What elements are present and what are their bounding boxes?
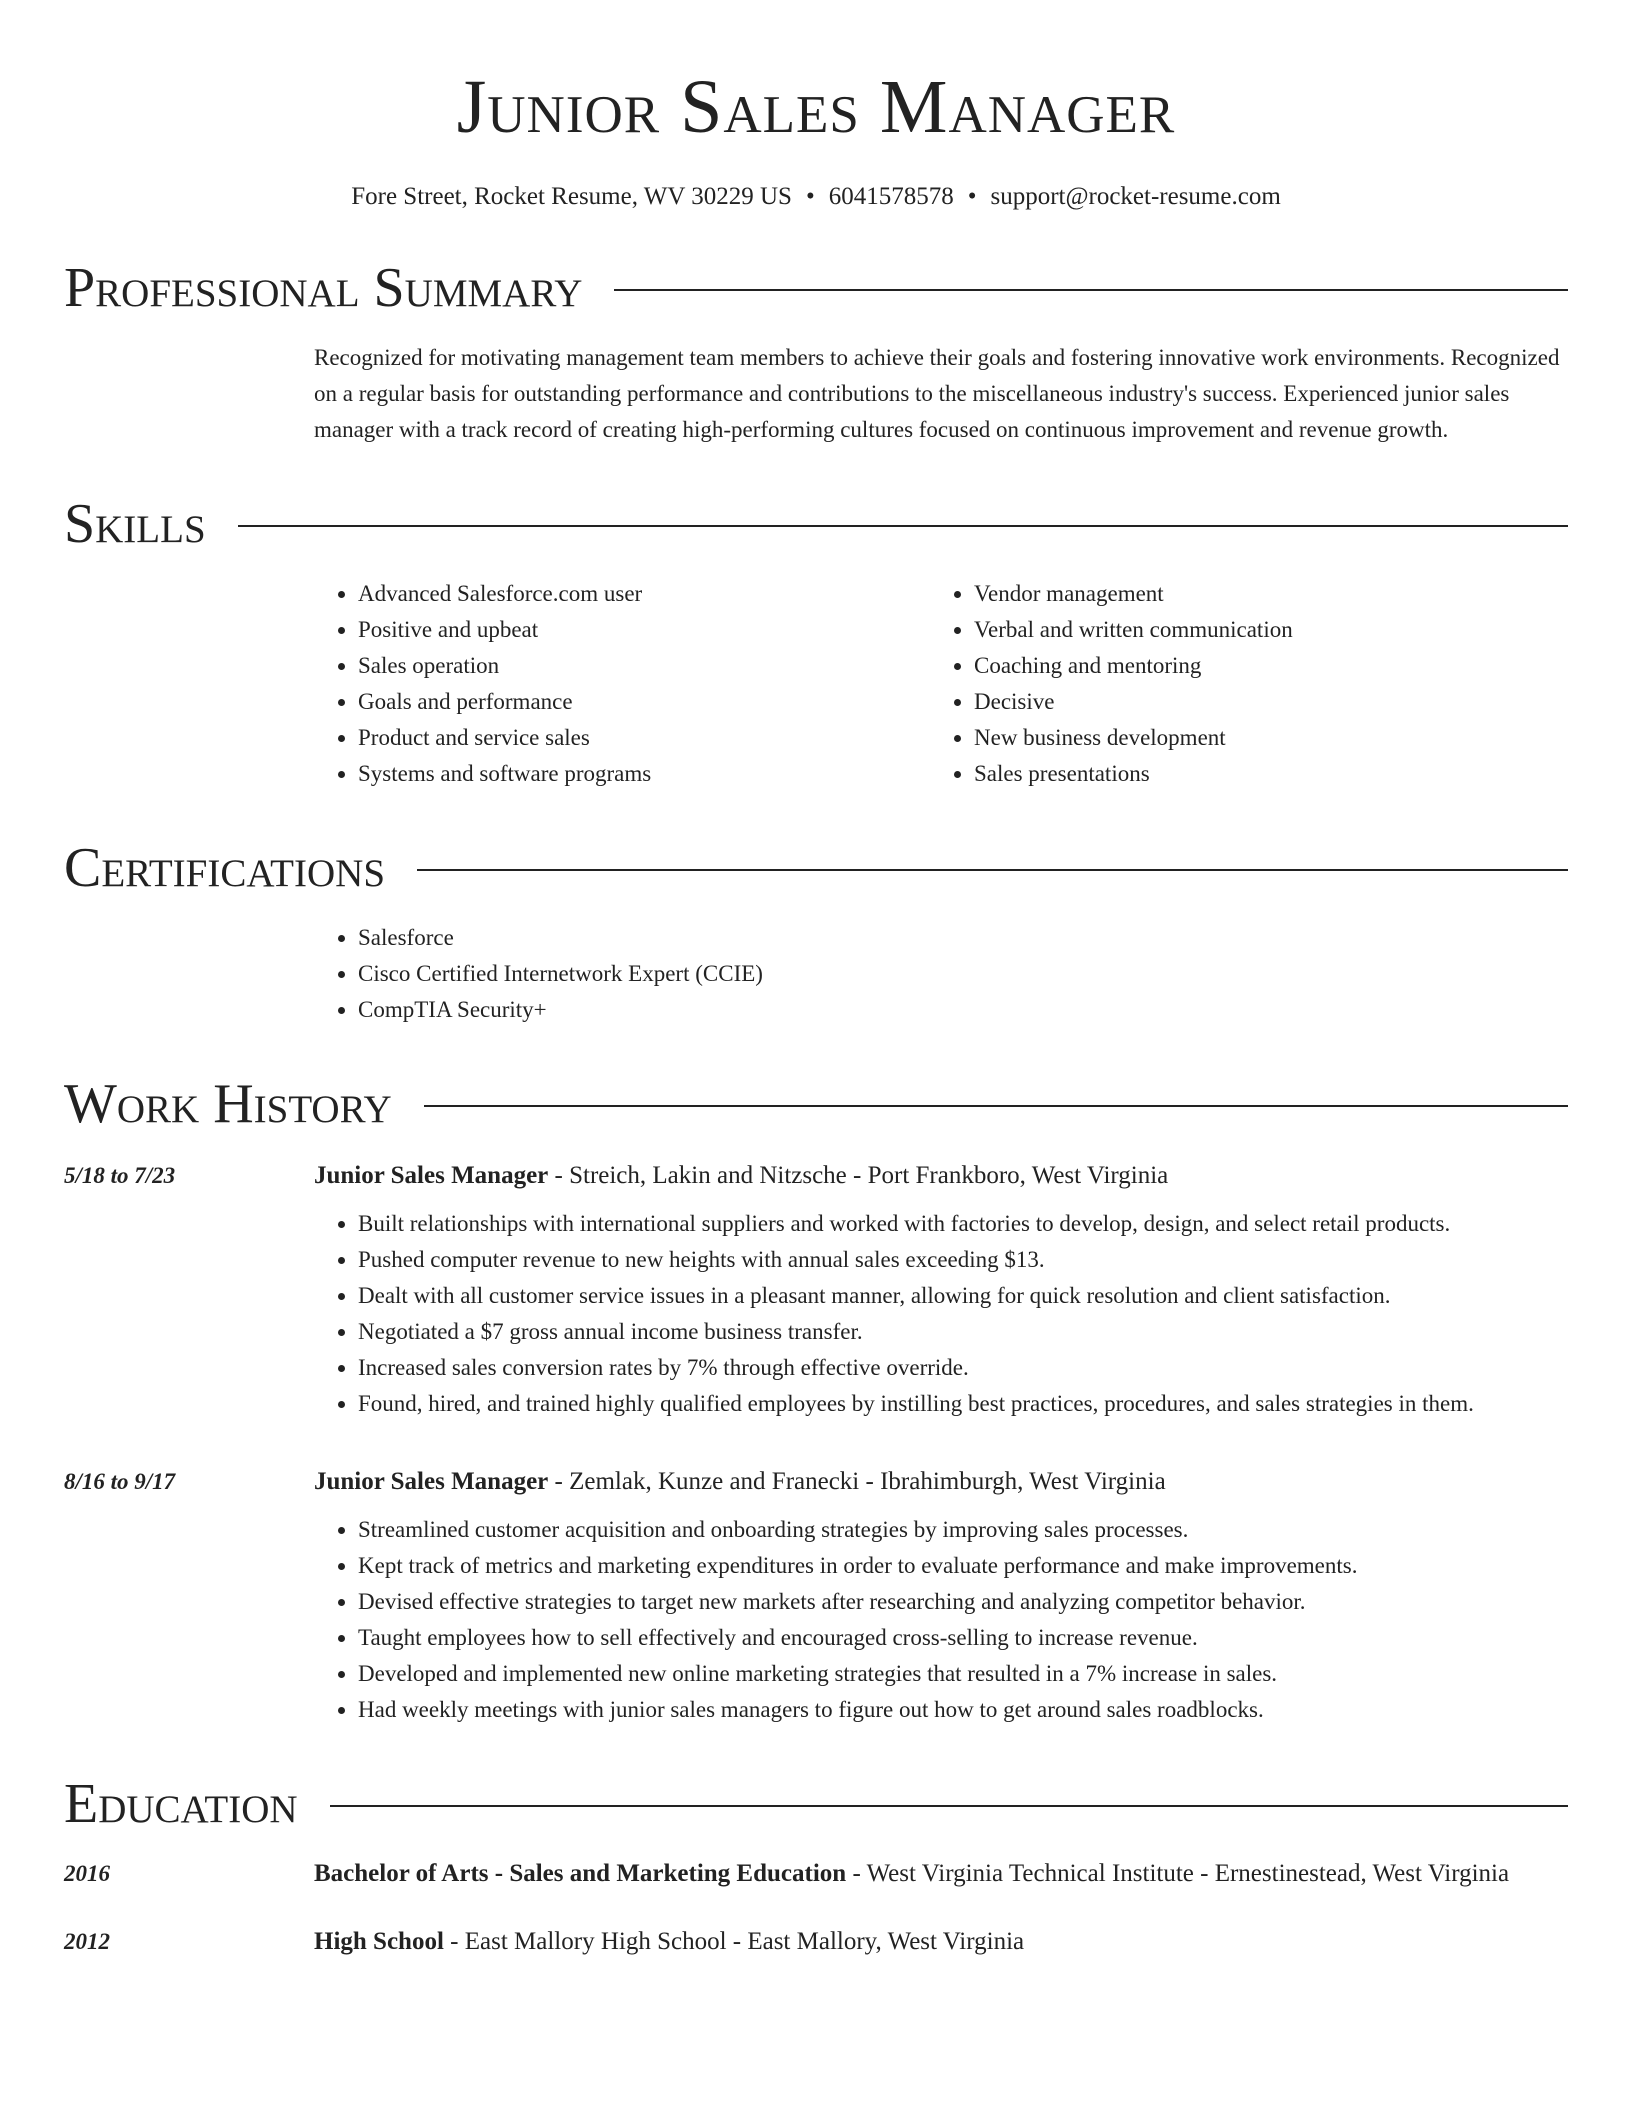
job-bullet: • Devised effective strategies to target new markets after researching and analyzing competitor behavior. xyxy=(358,1584,1568,1620)
certifications-body xyxy=(64,920,1568,1028)
job-entry xyxy=(64,1462,1568,1728)
education-degree: Bachelor of Arts - Sales and Marketing Education xyxy=(314,1860,847,1887)
skills-section-header xyxy=(64,492,1568,556)
work-section-header xyxy=(64,1072,1568,1136)
summary-text: Recognized for motivating management team members to achieve their goals and fostering innovative work environments. Recognized on a regular basis for outstanding performance and contributions to the miscellaneous industry's success. Experienced junior sales manager with a track record of creating high-performing cultures focused on continuous improvement and revenue growth. xyxy=(314,345,1560,442)
skill-item: • Vendor management xyxy=(974,576,1546,612)
certifications-section-header xyxy=(64,836,1568,900)
job-bullet: • Negotiated a $7 gross annual income business transfer. xyxy=(358,1314,1568,1350)
section-divider xyxy=(238,525,1568,527)
skill-item: • Goals and performance xyxy=(358,684,930,720)
certifications-title: Certifications xyxy=(64,837,386,899)
summary-title: Professional Summary xyxy=(64,257,583,319)
job-content xyxy=(314,1462,1568,1728)
education-content xyxy=(314,1922,1568,1962)
skills-title: Skills xyxy=(64,493,206,555)
education-entry xyxy=(64,1922,1568,1962)
work-title: Work History xyxy=(64,1073,392,1135)
job-bullet: • Developed and implemented new online marketing strategies that resulted in a 7% increase in sales. xyxy=(358,1656,1568,1692)
job-role: Junior Sales Manager xyxy=(314,1162,549,1189)
job-bullet: • Built relationships with international suppliers and worked with factories to develop, design, and select retail products. xyxy=(358,1206,1568,1242)
skills-column-right xyxy=(930,576,1546,792)
skill-item: • Product and service sales xyxy=(358,720,930,756)
contact-email: support@rocket-resume.com xyxy=(990,183,1281,210)
job-entry xyxy=(64,1156,1568,1422)
job-dates: 8/16 to 9/17 xyxy=(64,1469,176,1494)
job-bullet: • Had weekly meetings with junior sales managers to figure out how to get around sales roadblocks. xyxy=(358,1692,1568,1728)
job-bullet: • Found, hired, and trained highly qualified employees by instilling best practices, procedures, and sales strategies in them. xyxy=(358,1386,1568,1422)
contact-separator: • xyxy=(967,183,977,210)
education-section-header xyxy=(64,1772,1568,1836)
education-title: Education xyxy=(64,1773,298,1835)
skill-item: • New business development xyxy=(974,720,1546,756)
section-divider xyxy=(330,1805,1568,1807)
resume-name: Junior Sales Manager xyxy=(456,65,1176,149)
education-entry xyxy=(64,1854,1568,1894)
education-year: 2016 xyxy=(64,1861,110,1886)
job-content xyxy=(314,1156,1568,1422)
contact-phone: 6041578578 xyxy=(828,183,954,210)
skill-item: • Advanced Salesforce.com user xyxy=(358,576,930,612)
job-dates: 5/18 to 7/23 xyxy=(64,1163,176,1188)
certification-item: • CompTIA Security+ xyxy=(358,992,1568,1028)
skills-body xyxy=(64,576,1568,792)
skill-item: • Systems and software programs xyxy=(358,756,930,792)
job-bullet: • Kept track of metrics and marketing expenditures in order to evaluate performance and make improvements. xyxy=(358,1548,1568,1584)
section-divider xyxy=(614,289,1568,291)
job-details: - Zemlak, Kunze and Franecki - Ibrahimburgh, West Virginia xyxy=(548,1468,1166,1495)
job-details: - Streich, Lakin and Nitzsche - Port Frankboro, West Virginia xyxy=(548,1162,1169,1189)
education-heading xyxy=(314,1854,1568,1894)
section-divider xyxy=(417,869,1568,871)
contact-line xyxy=(64,182,1568,212)
skill-item: • Decisive xyxy=(974,684,1546,720)
education-degree: High School xyxy=(314,1928,444,1955)
section-divider xyxy=(424,1105,1568,1107)
education-heading xyxy=(314,1922,1568,1962)
skill-item: • Coaching and mentoring xyxy=(974,648,1546,684)
certification-item: • Cisco Certified Internetwork Expert (CCIE) xyxy=(358,956,1568,992)
job-heading xyxy=(314,1156,1568,1196)
education-details: - East Mallory High School - East Mallory, West Virginia xyxy=(443,1928,1025,1955)
education-year: 2012 xyxy=(64,1929,110,1954)
job-bullet: • Streamlined customer acquisition and onboarding strategies by improving sales processes. xyxy=(358,1512,1568,1548)
skill-item: • Verbal and written communication xyxy=(974,612,1546,648)
job-bullet: • Taught employees how to sell effectively and encouraged cross-selling to increase revenue. xyxy=(358,1620,1568,1656)
job-heading xyxy=(314,1462,1568,1502)
summary-section-header xyxy=(64,256,1568,320)
contact-separator: • xyxy=(805,183,815,210)
job-bullet: • Pushed computer revenue to new heights with annual sales exceeding $13. xyxy=(358,1242,1568,1278)
job-bullet: • Dealt with all customer service issues in a pleasant manner, allowing for quick resolution and client satisfaction. xyxy=(358,1278,1568,1314)
skill-item: • Sales operation xyxy=(358,648,930,684)
job-role: Junior Sales Manager xyxy=(314,1468,549,1495)
job-bullet: • Increased sales conversion rates by 7% through effective override. xyxy=(358,1350,1568,1386)
skill-item: • Sales presentations xyxy=(974,756,1546,792)
contact-address: Fore Street, Rocket Resume, WV 30229 US xyxy=(351,183,792,210)
certification-item: • Salesforce xyxy=(358,920,1568,956)
education-content xyxy=(314,1854,1568,1894)
skill-item: • Positive and upbeat xyxy=(358,612,930,648)
education-details: - West Virginia Technical Institute - Ernestinestead, West Virginia xyxy=(846,1860,1510,1887)
skills-column-left xyxy=(314,576,930,792)
